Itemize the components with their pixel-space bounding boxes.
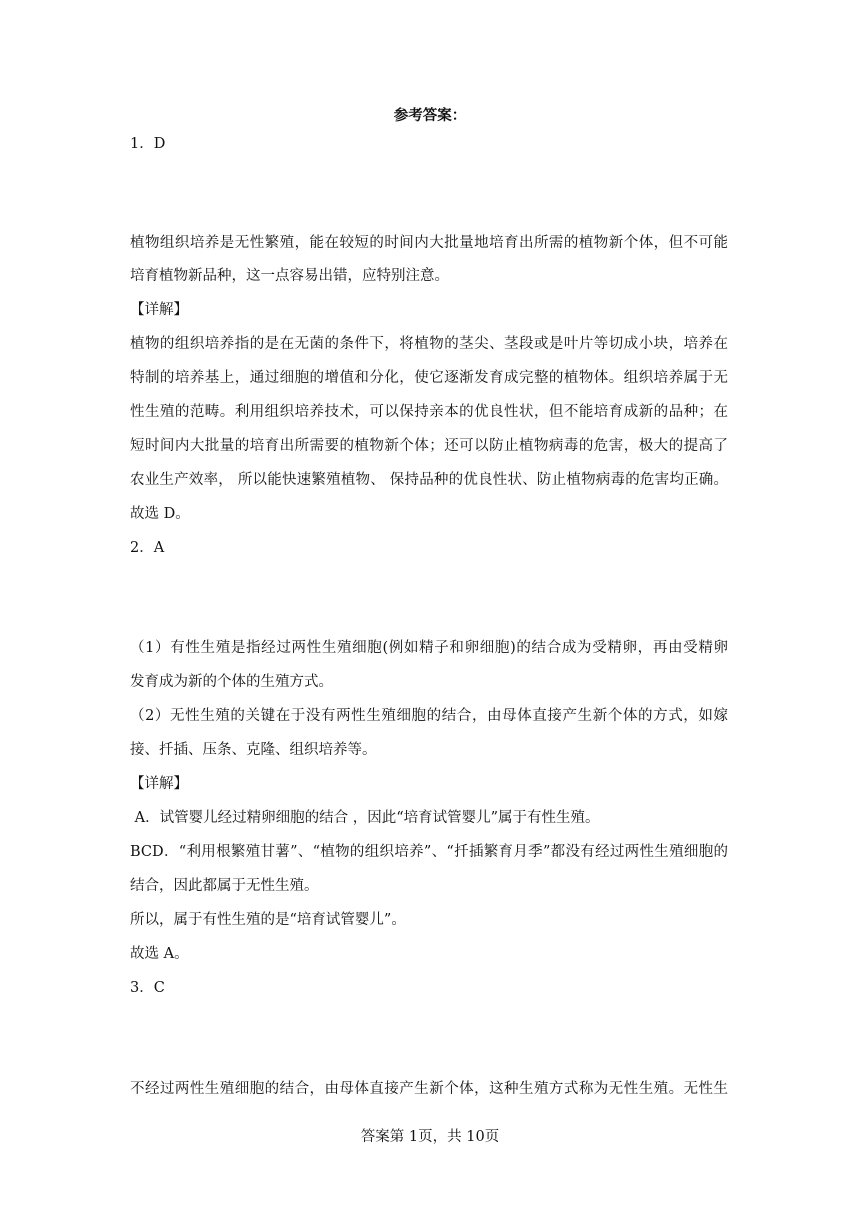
body-line: 植物的组织培养指的是在无菌的条件下，将植物的茎尖、茎段或是叶片等切成小块，培养在 bbox=[130, 336, 728, 352]
answer-number-2: 2．A bbox=[130, 540, 165, 556]
page-footer: 答案第 1页，共 10页 bbox=[360, 1129, 500, 1145]
body-line: （2）无性生殖的关键在于没有两性生殖细胞的结合，由母体直接产生新个体的方式，如嫁 bbox=[130, 708, 728, 724]
body-line: 性生殖的范畴。利用组织培养技术，可以保持亲本的优良性状，但不能培育成新的品种；在 bbox=[130, 404, 728, 420]
body-line: 农业生产效率， 所以能快速繁殖植物、 保持品种的优良性状、防止植物病毒的危害均正确。 bbox=[130, 472, 728, 488]
body-line: 培育植物新品种，这一点容易出错，应特别注意。 bbox=[130, 268, 449, 284]
answer-conclusion: 故选 D。 bbox=[130, 506, 190, 522]
body-line: （1）有性生殖是指经过两性生殖细胞(例如精子和卵细胞)的结合成为受精卵，再由受精卵 bbox=[130, 640, 728, 656]
answer-number-1: 1．D bbox=[130, 136, 166, 152]
body-line: 特制的培养基上，通过细胞的增值和分化，使它逐渐发育成完整的植物体。组织培养属于无 bbox=[130, 370, 728, 386]
answer-conclusion: 故选 A。 bbox=[130, 946, 189, 962]
body-line: 发育成为新的个体的生殖方式。 bbox=[130, 674, 333, 690]
body-line: 不经过两性生殖细胞的结合，由母体直接产生新个体，这种生殖方式称为无性生殖。无性生 bbox=[130, 1081, 728, 1097]
body-line: 结合，因此都属于无性生殖。 bbox=[130, 878, 319, 894]
body-line: 所以，属于有性生殖的是“培育试管婴儿”。 bbox=[130, 912, 406, 928]
section-heading-detail: 【详解】 bbox=[130, 776, 188, 792]
section-heading-detail: 【详解】 bbox=[130, 302, 188, 318]
answer-number-3: 3．C bbox=[130, 980, 165, 996]
body-line: 植物组织培养是无性繁殖，能在较短的时间内大批量地培育出所需的植物新个体，但不可能 bbox=[130, 235, 728, 251]
body-line: BCD．“利用根繁殖甘薯”、“植物的组织培养”、“扦插繁育月季”都没有经过两性生殖细胞的 bbox=[130, 844, 728, 860]
body-line: A．试管婴儿经过精卵细胞的结合 ，因此“培育试管婴儿”属于有性生殖。 bbox=[130, 810, 600, 826]
body-line: 短时间内大批量的培育出所需要的植物新个体；还可以防止植物病毒的危害，极大的提高了 bbox=[130, 438, 728, 454]
body-line: 接、扦插、压条、克隆、组织培养等。 bbox=[130, 742, 377, 758]
page-title: 参考答案： bbox=[393, 108, 467, 124]
